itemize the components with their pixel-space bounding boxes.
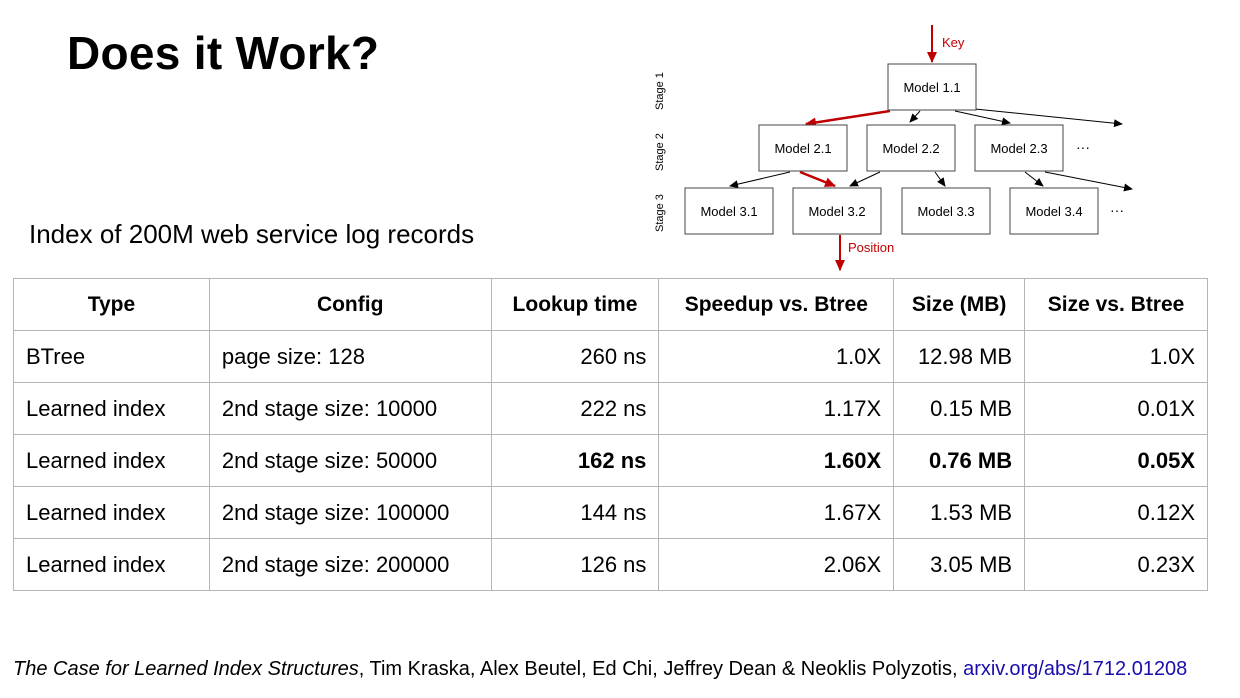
cell-lookup-time: 144 ns <box>491 487 659 539</box>
cell-size: 0.15 MB <box>894 383 1025 435</box>
stage2-ellipsis: ··· <box>1076 139 1090 155</box>
key-label: Key <box>942 35 965 50</box>
slide-title: Does it Work? <box>67 27 380 79</box>
citation <box>13 658 1187 681</box>
cell-speedup: 1.60X <box>659 435 894 487</box>
table-row <box>14 331 1208 383</box>
model-label: Model 3.4 <box>1025 204 1083 219</box>
edge-1-1-to-more <box>975 109 1122 124</box>
arxiv-link[interactable]: arxiv.org/abs/1712.01208 <box>963 658 1188 680</box>
model-box-3-1 <box>685 188 773 234</box>
cell-size-vs-btree: 1.0X <box>1025 331 1208 383</box>
model-box-2-3 <box>975 125 1063 171</box>
cell-size: 3.05 MB <box>894 539 1025 591</box>
cell-config: 2nd stage size: 100000 <box>209 487 491 539</box>
cell-config: 2nd stage size: 200000 <box>209 539 491 591</box>
cell-lookup-time: 126 ns <box>491 539 659 591</box>
model-label: Model 1.1 <box>903 80 961 95</box>
model-label: Model 3.2 <box>808 204 866 219</box>
citation-authors: , Tim Kraska, Alex Beutel, Ed Chi, Jeffrey Dean & Neoklis Polyzotis, <box>358 658 964 680</box>
cell-size-vs-btree: 0.23X <box>1025 539 1208 591</box>
cell-config: 2nd stage size: 10000 <box>209 383 491 435</box>
slide-subtitle: Index of 200M web service log records <box>29 219 475 249</box>
header-speedup: Speedup vs. Btree <box>659 279 894 331</box>
table-row-highlighted <box>14 435 1208 487</box>
table-header-row <box>14 279 1208 331</box>
model-box-2-1 <box>759 125 847 171</box>
cell-speedup: 2.06X <box>659 539 894 591</box>
cell-speedup: 1.17X <box>659 383 894 435</box>
model-box-1-1 <box>888 64 976 110</box>
edge-2-2-to-3-3 <box>935 172 945 186</box>
cell-lookup-time: 222 ns <box>491 383 659 435</box>
cell-lookup-time: 162 ns <box>491 435 659 487</box>
cell-size: 12.98 MB <box>894 331 1025 383</box>
cell-speedup: 1.67X <box>659 487 894 539</box>
model-box-3-2 <box>793 188 881 234</box>
table-row <box>14 383 1208 435</box>
cell-size: 1.53 MB <box>894 487 1025 539</box>
model-label: Model 3.1 <box>700 204 758 219</box>
model-label: Model 2.2 <box>882 141 940 156</box>
edge-2-1-to-3-1 <box>730 172 790 186</box>
cell-speedup: 1.0X <box>659 331 894 383</box>
table-row <box>14 539 1208 591</box>
cell-size-vs-btree: 0.05X <box>1025 435 1208 487</box>
model-label: Model 3.3 <box>917 204 975 219</box>
header-size-vs-btree: Size vs. Btree <box>1025 279 1208 331</box>
edge-1-1-to-2-2 <box>910 111 920 122</box>
stage-label-2: Stage 2 <box>654 133 666 171</box>
cell-type: Learned index <box>14 487 210 539</box>
model-label: Model 2.1 <box>774 141 832 156</box>
results-table <box>13 278 1208 591</box>
cell-lookup-time: 260 ns <box>491 331 659 383</box>
edge-2-3-to-3-4 <box>1025 172 1043 186</box>
cell-size-vs-btree: 0.12X <box>1025 487 1208 539</box>
cell-size: 0.76 MB <box>894 435 1025 487</box>
cell-type: Learned index <box>14 435 210 487</box>
header-config: Config <box>209 279 491 331</box>
stage3-ellipsis: ··· <box>1110 202 1124 218</box>
citation-paper-title: The Case for Learned Index Structures <box>13 658 359 680</box>
model-box-3-3 <box>902 188 990 234</box>
edge-2-1-to-3-2 <box>800 172 835 186</box>
header-lookup-time: Lookup time <box>491 279 659 331</box>
cell-type: Learned index <box>14 539 210 591</box>
model-box-2-2 <box>867 125 955 171</box>
cell-size-vs-btree: 0.01X <box>1025 383 1208 435</box>
edge-1-1-to-2-3 <box>955 111 1010 123</box>
stage-label-1: Stage 1 <box>654 72 666 110</box>
edge-1-1-to-2-1 <box>806 111 890 124</box>
cell-type: Learned index <box>14 383 210 435</box>
cell-config: page size: 128 <box>209 331 491 383</box>
edge-2-3-to-more <box>1045 172 1132 189</box>
header-size: Size (MB) <box>894 279 1025 331</box>
model-box-3-4 <box>1010 188 1098 234</box>
stage-label-3: Stage 3 <box>654 194 666 232</box>
header-type: Type <box>14 279 210 331</box>
table-row <box>14 487 1208 539</box>
position-label: Position <box>848 240 895 255</box>
cell-type: BTree <box>14 331 210 383</box>
model-label: Model 2.3 <box>990 141 1048 156</box>
cell-config: 2nd stage size: 50000 <box>209 435 491 487</box>
edge-2-2-to-3-2 <box>850 172 880 186</box>
